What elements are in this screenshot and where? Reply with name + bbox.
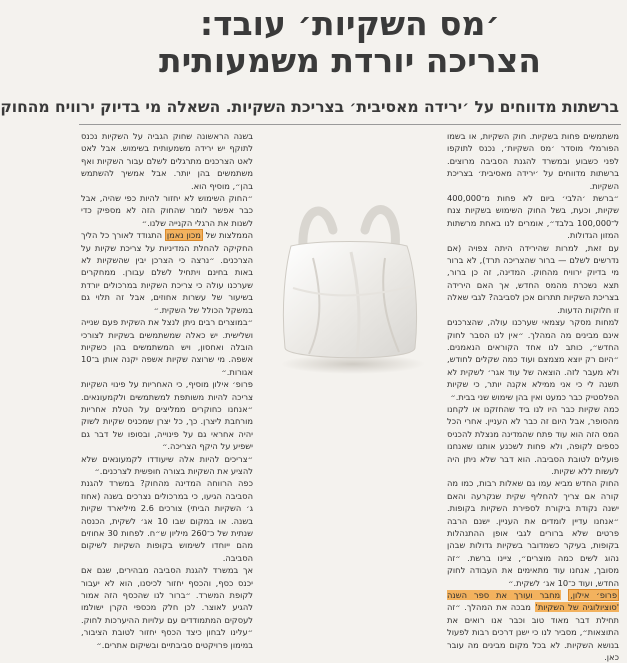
plastic-bag-icon — [263, 188, 435, 378]
headline-line-1: ׳מס השקיות׳ עובד: — [199, 4, 501, 43]
paragraph: החוק החדש מביא עמו גם שאלות רבות, כמו מה קורה אם צריך להחליף שקית שנקרעה והאם ישנה נקודת ביקורת לספירת השקיות בקופות. ״אנחנו עדיין לומדים את העניין. ישנם הרבה פרטים שלא ברורים לגבי אופן ההתנהלות בקופות, בעיקר כשמדובר בשקיות גדולות שבהן נהוג לשים כמה מוצרים״, ציינו ברשת. ״זה מסובך, אנחנו עוד מתאימים את העבודה לחוק החדש, ועוד כ־10 אג׳ לשקית.״ — [447, 478, 619, 588]
paragraph: עם זאת, למרות שהירידה היתה צפויה (אם נדרשים לשלם — ברור שהצריכה תרד), לא ברור מי בדיוק ירוויח מהחוק. המדינה, זה כן ברור, תצא נשכרת מהמס החדש, אך האם הירידה בצריכת השקיות תתרום אכן לסביבה? לגבי שאלה זו חלוקות הדעות. — [447, 242, 619, 315]
paragraph: ״ברשת ׳הלבי׳ ביום לא פחות מ־400,000 שקיות, וכעת, בשל החוק השימוש בשקיות צנח ל־100,000 בלבד״, אומרים לנו באחת מרשתות המזון הגדולות. — [447, 193, 619, 241]
paragraph: בשנה הראשונה שחוק הגביה על השקיות נכנס לתוקף יש ירידה משמעותית בשימוש. אבל לאט לאט הצרכנים מתרגלים לשלם עבור השקיות ואף משתמשים בהן יותר. אבל אמשיך להשתמש בהן״, מוסיף הוא. — [81, 131, 253, 191]
paragraph: פרופ׳ אילון מוסיף, כי האחריות על פינוי השקיות צריכה להיות משותפת למשתמשים ולקמעונאים. ״אנחנו כחוקרים ממליצים על הטלת אחריות מורחבת ליצרן. כך, כל יצרן שמכניס שקיות לשוק יהיה אחראי גם על פינוייה, ובסופו של דבר גם ישפיע על היקף הצריכה.״ — [81, 379, 253, 452]
headline-line-2: הצריכה יורדת משמעותית — [159, 40, 541, 80]
paragraph: ״במוצרים רבים ניתן לנצל את השקית פעם שנייה ושלישית. יש כאלה שמשתמשים בשקיות לצורכי הובלה ואחסון, ויש המשתמשים בהן כשקיות אשפה. מי שרוצה שקיות אשפה יקנה אותן ב־10 אגורות.״ — [81, 317, 253, 377]
highlight-title: מחבר ועורך את ספר השנה 'סוציולוגיה של השקיות' — [447, 590, 619, 613]
column-right — [447, 130, 619, 663]
highlight-org: מכון נאמן — [166, 230, 201, 241]
paragraph: משתמשים פחות בשקיות. חוק השקיות, או בשמו הפורמלי מוסדר ׳מס השקיות׳, נכנס לתוקפו לפני כשבוע ובמשרד להגנת הסביבה מרוצים. ברשתות מדווחים על ׳ירידה מאסיבית׳ בצריכת השקיות. — [447, 131, 619, 191]
paragraph: ״צריכים להיות אלה שיעודדו לקמעונאים שלא להציע את השקיות בצורה חופשית לצרכנים.״ — [81, 453, 253, 476]
paragraph — [447, 589, 619, 663]
subheadline: ברשתות מדווחים על ׳ירידה מאסיבית׳ בצריכת השקיות. השאלה מי בדיוק ירוויח מהחוק — [0, 98, 619, 116]
paragraph-text: מבכה את המהלך. ״זה תחילת דבר מאוד טוב וכבר אנו רואים את התוצאות״, מסביר לנו כי ישנן דרכים רבות לפעול בנושא השקיות. לא בכל מקום מבינים מה עובר כאן. — [447, 602, 619, 663]
paragraph-text: הממלצות של — [202, 230, 254, 241]
paragraph: אך במשרד להגנת הסביבה מבהירים, שגם אם יכנס כסף, והכסף יחזור לכיסנו, הוא לא יעבור לקופת המשרד. ״ברור לנו שהכסף הזה אמור להגיע לאוצר. לכן חלק מכספי הקרן ישולמו לעסקים המתמודדים עם עלויות ההיערכות לחוק. ״עלינו לבחון כיצד הכסף יחזור לטובת הציבור, במימון פרויקטים סביבתיים ובשיקום אתרים.״ — [81, 565, 253, 650]
paragraph: כמה שקיות כבר היו לנו ביד שהחזקנו או לקחנו מהסופר, אבל היום זה כבר לא העניין. אחרי הכל המס הזה הוא עוד פתח שהמדינה מנצלת להכניס כספים לקופה, ולא פחות לשכנע אותנו שאנחנו פועלים לטובת הסביבה. הוא דבר שלא ניתן היה לעשות ללא שקיות. — [447, 403, 619, 476]
paragraph: ״החוק השימוש לא יחזור להיות כפי שהיה, אבל כבר אפשר לומר שהחוק הזה לא מספיק כדי לשנות את הרגלי הקנייה שלנו.״ — [81, 193, 253, 228]
highlight-name: פרופ׳ אילון, — [570, 590, 618, 601]
headline — [73, 6, 627, 80]
paragraph — [81, 229, 253, 316]
plastic-bag-photo — [263, 188, 435, 378]
paragraph: כפה הרווחה המדינה מהחוק? במשרד להגנת הסביבה הגיעו, כי במרכולים נצרכים בשנה (אחוז ג׳ השקיות הביתי) צורכים 2.6 מיליארד שקיות בשנה. או במקום שבו 10 אג׳ לשקית, הכנסה שנתית של כ־260 מיליון ש״ח. לפחות 30 אחוזים מהם ייוחדו לשימוש בקופות השקיות לשיקום הסביבה. — [81, 478, 254, 563]
paragraph: למחות מסקר עצמאי שערכנו עולה, שהצרכנים אינם מבינים מה המהלך. ״אין לנו הסבר לחוק החדש״, כותב לנו אחד הקוראים הנאמנים. ״היום רק יוצא מצמצם ועוד כמה שקלים לחודש, ולא מעבר לזה. הוצאה של עוד אגר׳ לשקית לא תשנה לי כי אני ממילא אקנה יותר, כי שקיות הפלסטיק כבר כמעט ואין בהן שימוש שני בבית.״ — [447, 317, 619, 402]
column-left — [81, 130, 254, 650]
paragraph-text: התגודד לאורך כל הליך החקיקה להחלת המדיניות על צריכת שקיות על הצרכנים. ״נרצה כי הצרכן יבין שהשקיות לא באות בחינם ויתחיל לשלם עבורן. ממחקרים שערכנו עולה כי צריכת השקיות במרכולים יורדת בשיעור של עשרות אחוזים, אבל זה תלוי גם במשקל הכולל של השקית.״ — [81, 230, 253, 315]
divider — [79, 124, 621, 125]
